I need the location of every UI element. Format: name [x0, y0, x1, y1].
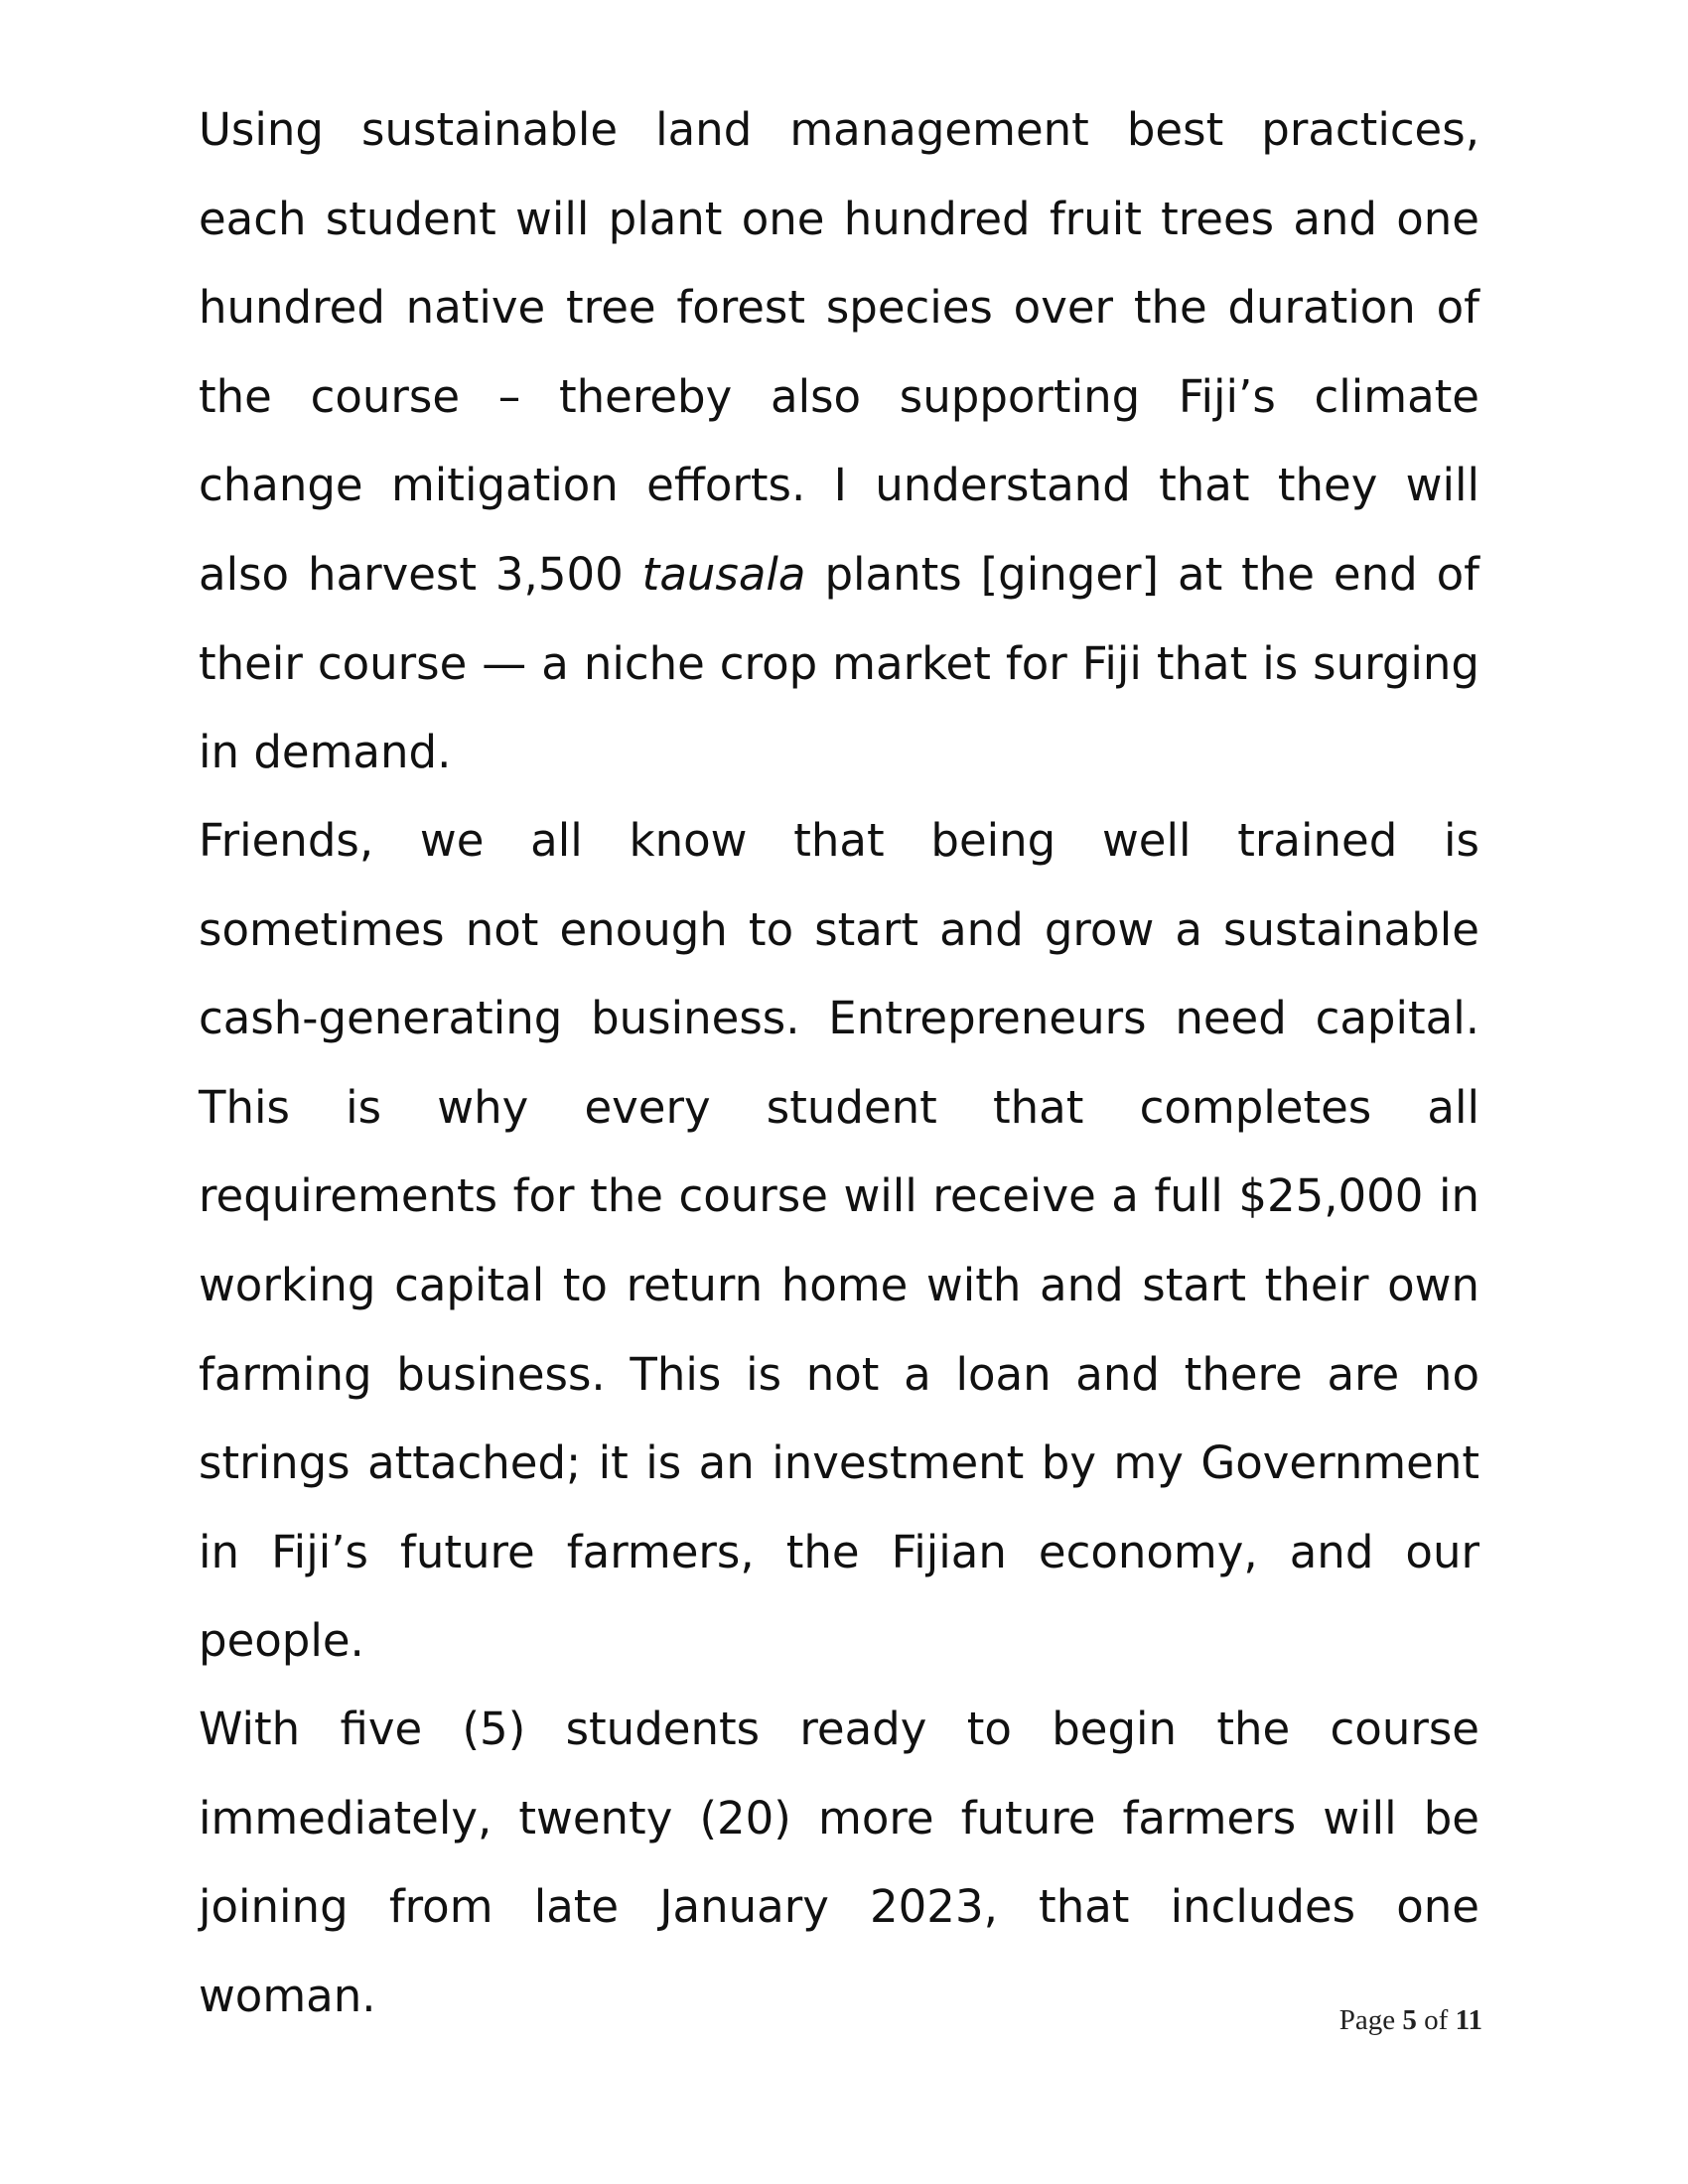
paragraph-working-capital: Friends, we all know that being well trained is sometimes not enough to start and grow a sustainable cash-generating business. Entrepreneurs need capital. This is why every student that completes all requirements for the course will receive a full $25,000 in working capital to return home with and start their own farming business. This is not a loan and there are no strings attached; it is an investment by my Government in Fiji’s future farmers, the Fijian economy, and our people.: [199, 814, 1479, 1668]
page-number-footer: [1339, 2004, 1482, 2037]
paragraph-training-plantings: [199, 85, 1479, 797]
italic-term-tausala: tausala: [641, 547, 806, 601]
page-word: Page: [1338, 2004, 1396, 2036]
paragraph-text: Using sustainable land management best practices, each student will plant one hundred fruit trees and one hundred native tree forest species over the duration of the course – thereby also supporting Fiji’s climate change mitigation efforts. I understand that they will also harvest 3,500: [199, 103, 1479, 601]
current-page-number: 5: [1402, 2004, 1417, 2036]
of-word: of: [1424, 2004, 1449, 2036]
paragraph-student-intake: With five (5) students ready to begin the course immediately, twenty (20) more future farmers will be joining from late January 2023, that includes one woman.: [199, 1703, 1479, 2022]
total-pages-number: 11: [1455, 2004, 1482, 2036]
paragraph-text: plants [ginger] at the end of their course — a niche crop market for Fiji that is surging in demand.: [199, 547, 1479, 779]
